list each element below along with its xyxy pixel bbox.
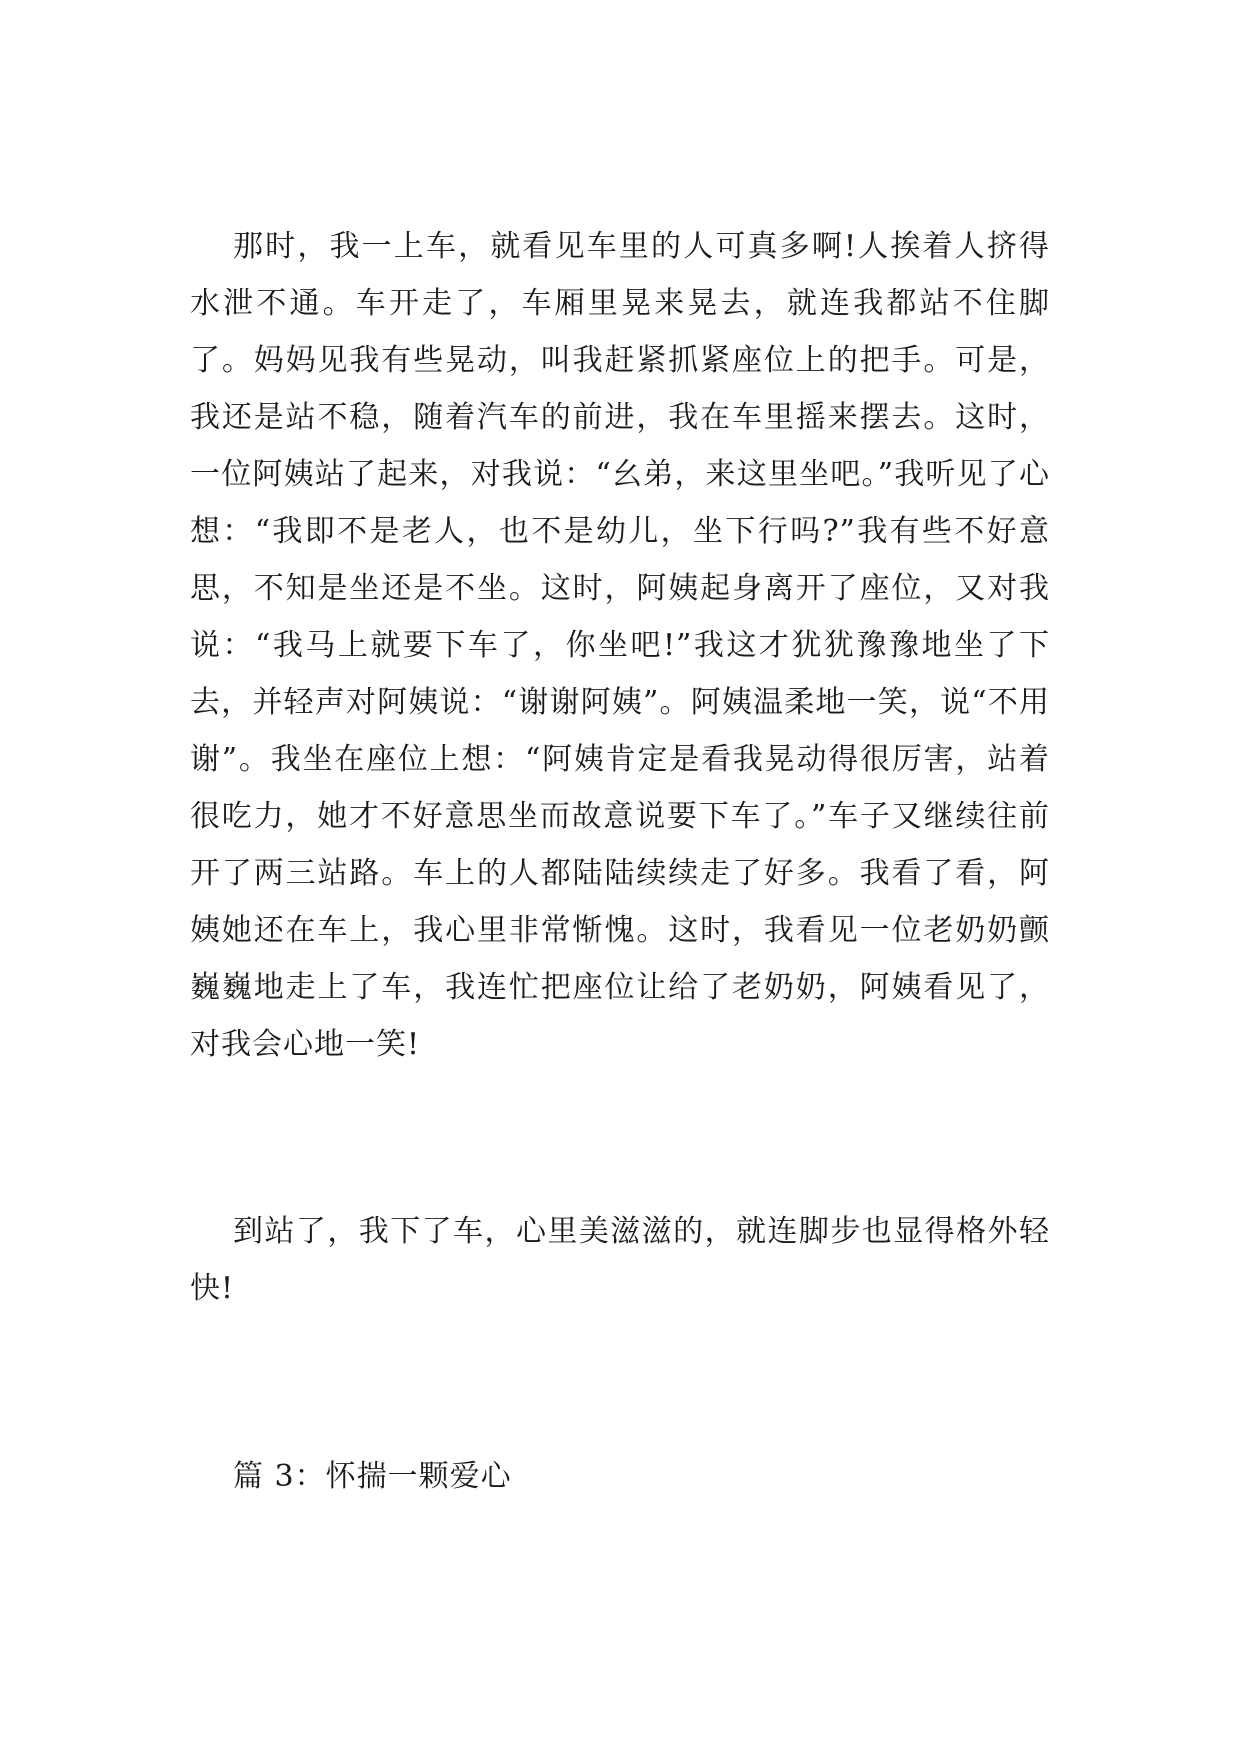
story-paragraph-bus: 那时，我一上车，就看见车里的人可真多啊!人挨着人挤得水泄不通。车开走了，车厢里晃来晃去，就连我都站不住脚了。妈妈见我有些晃动，叫我赶紧抓紧座位上的把手。可是，我还是站不稳，随着汽车的前进，我在车里摇来摆去。这时，一位阿姨站了起来，对我说：“幺弟，来这里坐吧。”我听见了心想：“我即不是老人，也不是幼儿，坐下行吗?”我有些不好意思，不知是坐还是不坐。这时，阿姨起身离开了座位，又对我说：“我马上就要下车了，你坐吧!”我这才犹犹豫豫地坐了下去，并轻声对阿姨说：“谢谢阿姨”。阿姨温柔地一笑，说“不用谢”。我坐在座位上想：“阿姨肯定是看我晃动得很厉害，站着很吃力，她才不好意思坐而故意说要下车了。”车子又继续往前开了两三站路。车上的人都陆陆续续走了好多。我看了看，阿姨她还在车上，我心里非常惭愧。这时，我看见一位老奶奶颤巍巍地走上了车，我连忙把座位让给了老奶奶，阿姨看见了，对我会心地一笑! bbox=[190, 229, 1050, 1062]
story-paragraph-arrival: 到站了，我下了车，心里美滋滋的，就连脚步也显得格外轻快! bbox=[190, 1214, 1050, 1306]
section-heading: 篇 3：怀揣一颗爱心 bbox=[233, 1459, 512, 1494]
